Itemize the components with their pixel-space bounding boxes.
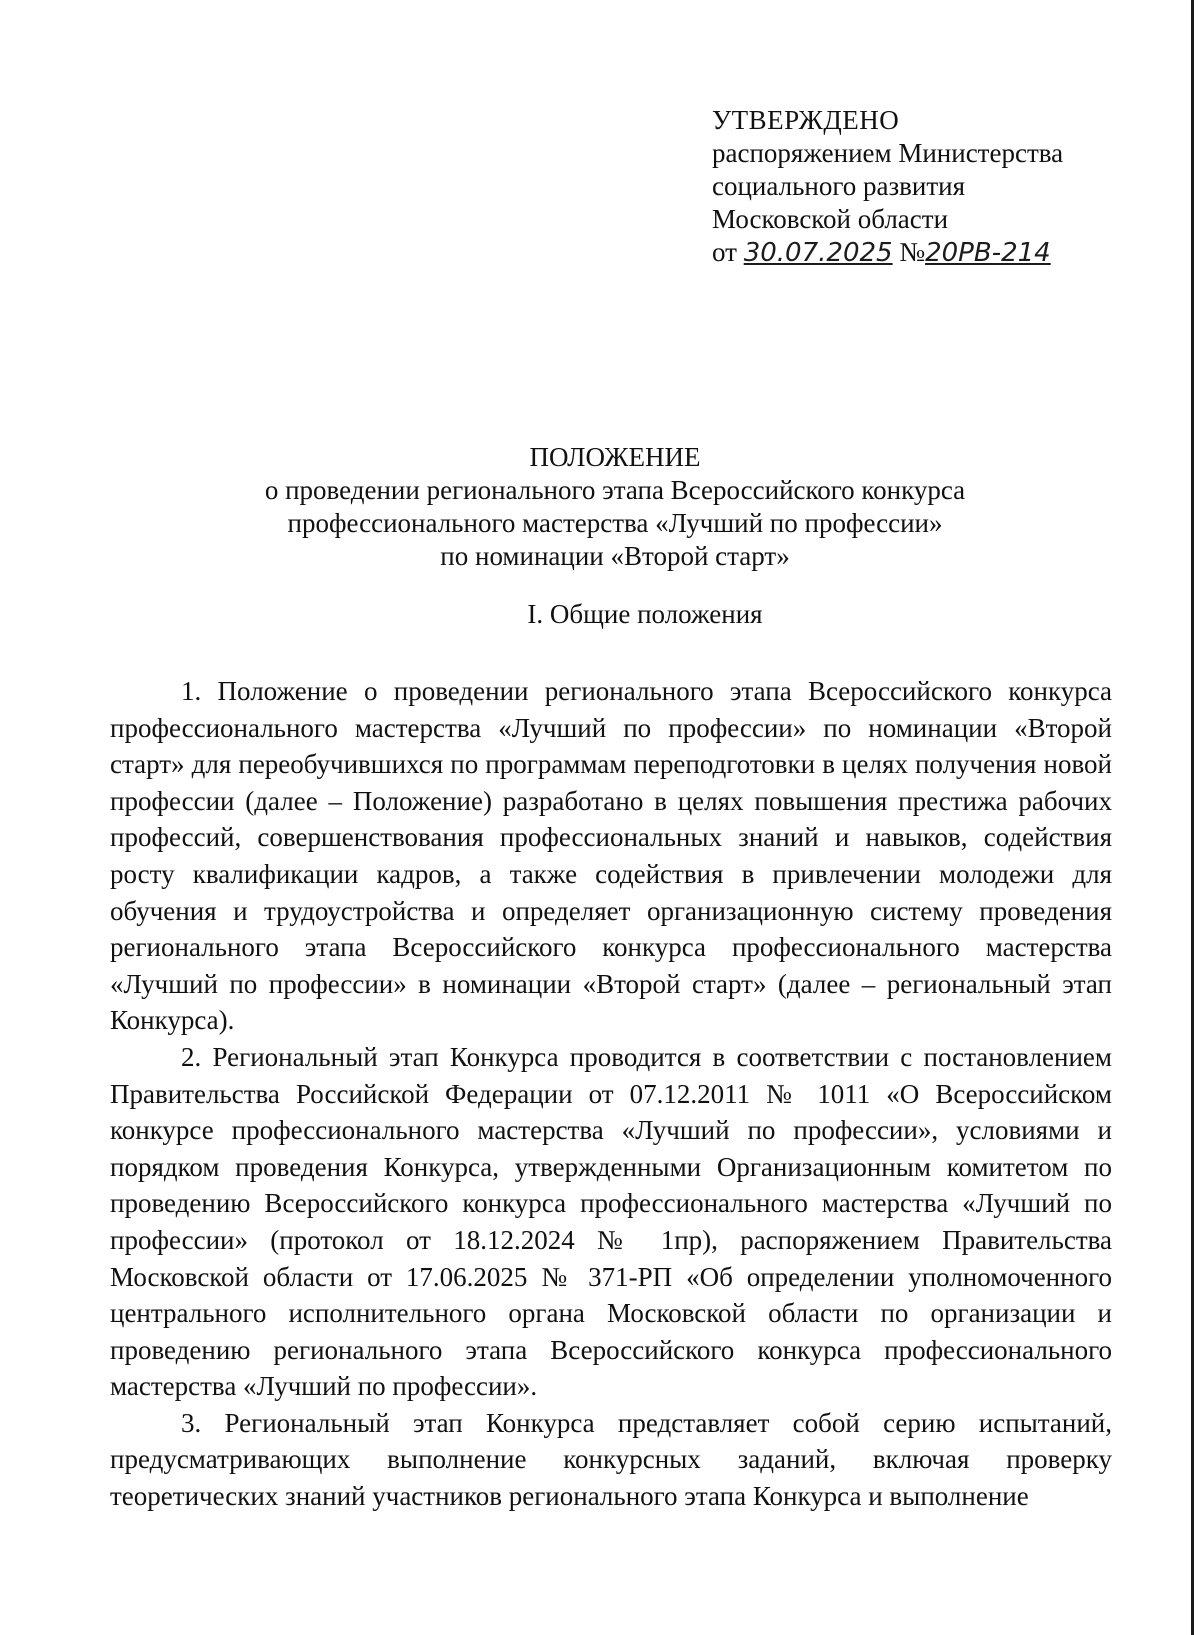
approval-line-1: распоряжением Министерства [712, 138, 1064, 168]
document-subtitle-line-1: о проведении регионального этапа Всероссийского конкурса [264, 475, 966, 505]
document-title: ПОЛОЖЕНИЕ [529, 442, 701, 472]
scan-edge-line [1191, 0, 1194, 1635]
document-title-block [0, 441, 1200, 573]
approval-stamp-block [712, 104, 1063, 270]
approval-line-3: Московской области [712, 204, 949, 234]
paragraph-1: 1. Положение о проведении регионального этапа Всероссийского конкурса профессионального мастерства «Лучший по профессии» по номинации «Второй старт» для переобучившихся по программам переподготовки в целях получения новой профессии (далее – Положение) разработано в целях повышения престижа рабочих профессий, совершенствования профессиональных знаний и навыков, содействия росту квалификации кадров, а также содействия в привлечении молодежи для обучения и трудоустройства и определяет организационную систему проведения регионального этапа Всероссийского конкурса профессионального мастерства «Лучший по профессии» в номинации «Второй старт» (далее – региональный этап Конкурса). [110, 676, 1112, 1036]
paragraph-3: 3. Региональный этап Конкурса представляет собой серию испытаний, предусматривающих выполнение конкурсных заданий, включая проверку теоретических знаний участников регионального этапа Конкурса и выполнение [110, 1407, 1112, 1512]
approval-line-2: социального развития [712, 171, 966, 201]
approval-date-line [712, 236, 1063, 270]
document-subtitle-line-2: профессионального мастерства «Лучший по профессии» [287, 508, 943, 538]
approval-heading: УТВЕРЖДЕНО [712, 105, 900, 135]
section-heading: I. Общие положения [527, 599, 763, 629]
paragraph-2: 2. Региональный этап Конкурса проводится в соответствии с постановлением Правительства Российской Федерации от 07.12.2011 № 1011 «О Всероссийском конкурсе профессионального мастерства «Лучший по профессии», условиями и порядком проведения Конкурса, утвержденными Организационным комитетом по проведению Всероссийского конкурса профессионального мастерства «Лучший по профессии» (протокол от 18.12.2024 № 1пр), распоряжением Правительства Московской области от 17.06.2025 № 371-РП «Об определении уполномоченного центрального исполнительного органа Московской области по организации и проведению регионального этапа Всероссийского конкурса профессионального мастерства «Лучший по профессии». [110, 1041, 1112, 1402]
approval-date-handwritten: 30.07.2025 [743, 238, 893, 268]
number-prefix: № [899, 237, 926, 267]
date-prefix: от [712, 237, 737, 267]
approval-number-handwritten: 20РВ-214 [925, 238, 1051, 268]
document-body [110, 673, 1112, 1515]
document-subtitle-line-3: по номинации «Второй старт» [440, 541, 790, 571]
